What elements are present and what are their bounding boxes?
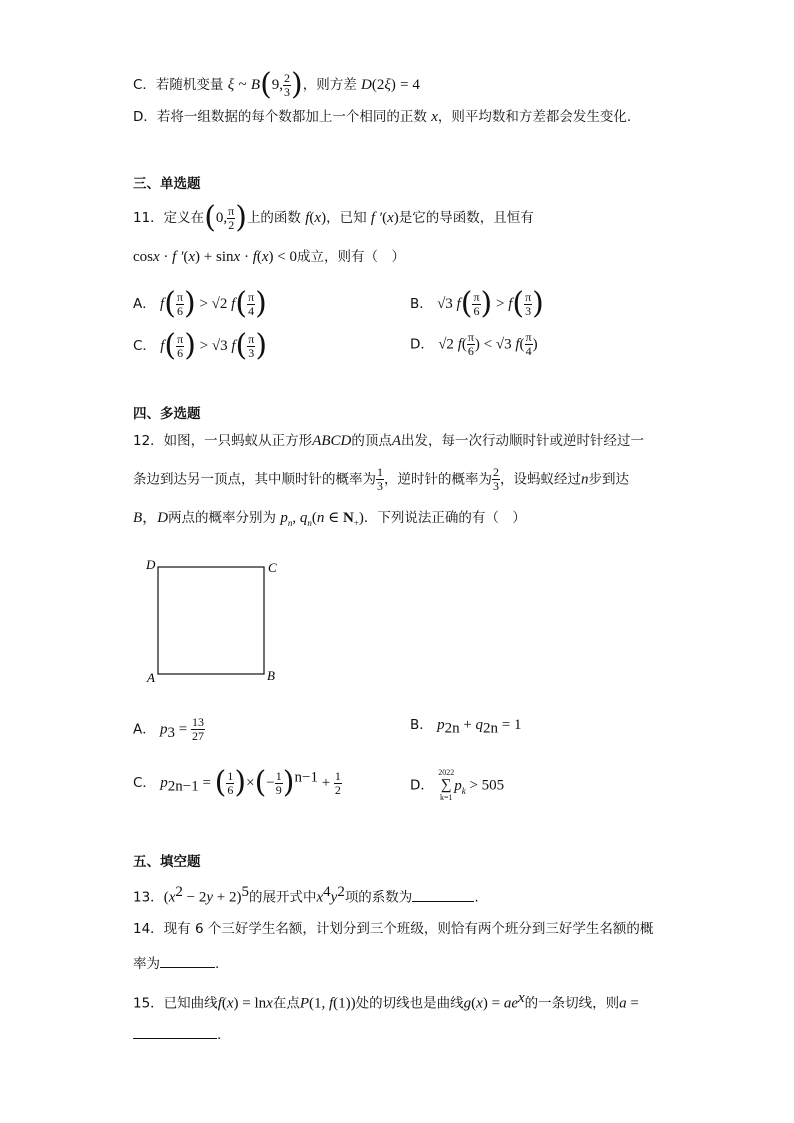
q11-option-d-label: D． [410,336,434,353]
q12-option-c-label: C． [133,775,156,791]
q13-text-b: 的展开式中 [248,889,317,906]
corner-label-a: A [147,670,155,685]
section-title-fill-in: 五、填空题 [133,854,201,870]
q11-option-b: B． √3 f( $\frac{\pi}{6}$ ) > f( $\frac{\pi}{3}$ ) [410,286,544,321]
q14-line1: 14．现有 6 个三好学生名额，计划分到三个班级，则恰有两个班分到三好学生名额的概 [133,921,654,937]
q12-line2: 条边到达另一顶点，其中顺时针的概率为 $\frac{1}{3}$ ，逆时针的概率为 $\frac{2}{3}$ ，设蚂蚁经过n步到达 [133,465,629,493]
q13-text-c: 项的系数为 [344,889,413,906]
q11-option-c: C． f( $\frac{\pi}{6}$ ) > √3 f( $\frac{\pi}{3}$ ) [133,328,268,363]
q12-option-b: B． $p_{2n} + q_{2n} = 1$ [410,717,522,737]
q14-line2 [133,953,219,973]
q12-option-d: D． 2022 ∑ k=1 $p_k > 505$ [410,768,505,802]
section-title-multi-choice: 四、多选题 [133,406,201,422]
q13-end: . [474,889,479,906]
q14-line2-text: 率为 [133,956,160,972]
q12-option-a: A． $p_3$ = $\frac{13}{27}$ [133,715,205,743]
q12-line2-c: ，设蚂蚁经过 [500,471,581,488]
q10-option-c-mid: ，则方差 [302,77,357,93]
q11-line1: 11．定义在(0, $\frac{\pi}{2}$ )上的函数 f(x)，已知 f ′(x)是它的导函数，且恒有 [133,200,534,235]
q12-line2-a: 条边到达另一顶点，其中顺时针的概率为 [133,471,376,488]
q11-line1-a: 11．定义在 [133,210,205,226]
q12-line2-d: 步到达 [588,471,629,488]
q11-option-b-label: B． [410,296,433,312]
q15-line2 [133,1024,221,1044]
corner-label-b: B [267,668,275,683]
q10-option-c-prefix: C．若随机变量 [133,77,224,93]
q15-answer-blank[interactable] [133,1024,217,1039]
q12-line3-b: ．下列说法正确的有（ ） [363,510,526,526]
q10-option-d-text: D．若将一组数据的每个数都加上一个相同的正数 [133,109,427,125]
q15-text-b: 在点 [272,995,300,1012]
q12-line1-a: 12．如图，一只蚂蚁从正方形 [133,433,313,449]
square-abcd-figure [140,556,300,686]
q10-option-d: D．若将一组数据的每个数都加上一个相同的正数 x，则平均数和方差都会发生变化. [133,109,632,125]
q12-option-a-label: A． [133,721,156,738]
q11-option-a-label: A． [133,296,156,312]
q15-text-d: 的一条切线，则 [524,995,620,1012]
q11-line1-c: ，已知 [326,210,367,226]
corner-label-c: C [268,560,277,575]
q12-option-d-label: D． [410,777,434,794]
q12-option-c: C． $p_{2n-1}$ = ( $\frac{1}{6}$ )×(− $\frac{1}{9}$ )$^{n-1}$ + $\frac{1}{2}$ [133,765,341,800]
section-title-single-choice: 三、单选题 [133,176,201,192]
q12-line2-b: ，逆时针的概率为 [384,471,492,488]
q14-end: . [215,956,220,972]
q13-answer-blank[interactable] [412,887,474,902]
q12-line3-a: 两点的概率分别为 [168,510,277,526]
q12-option-b-label: B． [410,717,433,733]
q10-option-c-value: = 4 [400,77,420,93]
q15-line1: 15．已知曲线f(x) = lnx在点P(1, f(1))处的切线也是曲线$g(x) = ae^x$的一条切线，则a = [133,990,639,1012]
q15-text-a: 15．已知曲线 [133,995,218,1012]
q11-option-d: D． √2 f( $\frac{\pi}{6}$ ) < √3 f( $\frac{\pi}{4}$ ) [410,330,538,358]
q10-option-d-tail: ，则平均数和方差都会发生变化. [437,109,632,125]
q13: 13．$(x^2 - 2y + 2)^5$的展开式中$x^4y^2$项的系数为 . [133,884,479,906]
q10-option-c: C．若随机变量 ξ ~ B(9, $\frac{2}{3}$ )，则方差 D(2ξ) = 4 [133,67,420,102]
square-abcd [158,567,264,674]
q14-answer-blank[interactable] [160,953,215,968]
q12-line1-c: 出发，每一次行动顺时针或逆时针经过一 [401,433,645,449]
q11-line2: cosx · f ′(x) + sinx · f(x) < 0成立，则有（ ） [133,249,405,265]
q12-line3: B，D两点的概率分别为 $p_n$, $q_n(n$ ∈ $N_+$)．下列说法正确的有（ ） [133,510,526,528]
q15-text-c: 处的切线也是曲线 [355,995,464,1012]
q12-line1: 12．如图，一只蚂蚁从正方形ABCD的顶点A出发，每一次行动顺时针或逆时针经过一 [133,433,645,449]
q11-line2-tail: 成立，则有（ ） [297,249,405,265]
q11-option-c-label: C． [133,338,156,354]
q11-line1-d: 是它的导函数，且恒有 [398,210,534,226]
corner-label-d: D [146,557,156,572]
q15-end: . [217,1027,222,1043]
q11-line1-b: 上的函数 [246,210,301,226]
q13-number: 13． [133,889,164,906]
q11-option-a: A． f( $\frac{\pi}{6}$ ) > √2 f( $\frac{\pi}{4}$ ) [133,286,267,321]
q12-line1-b: 的顶点 [351,433,392,449]
